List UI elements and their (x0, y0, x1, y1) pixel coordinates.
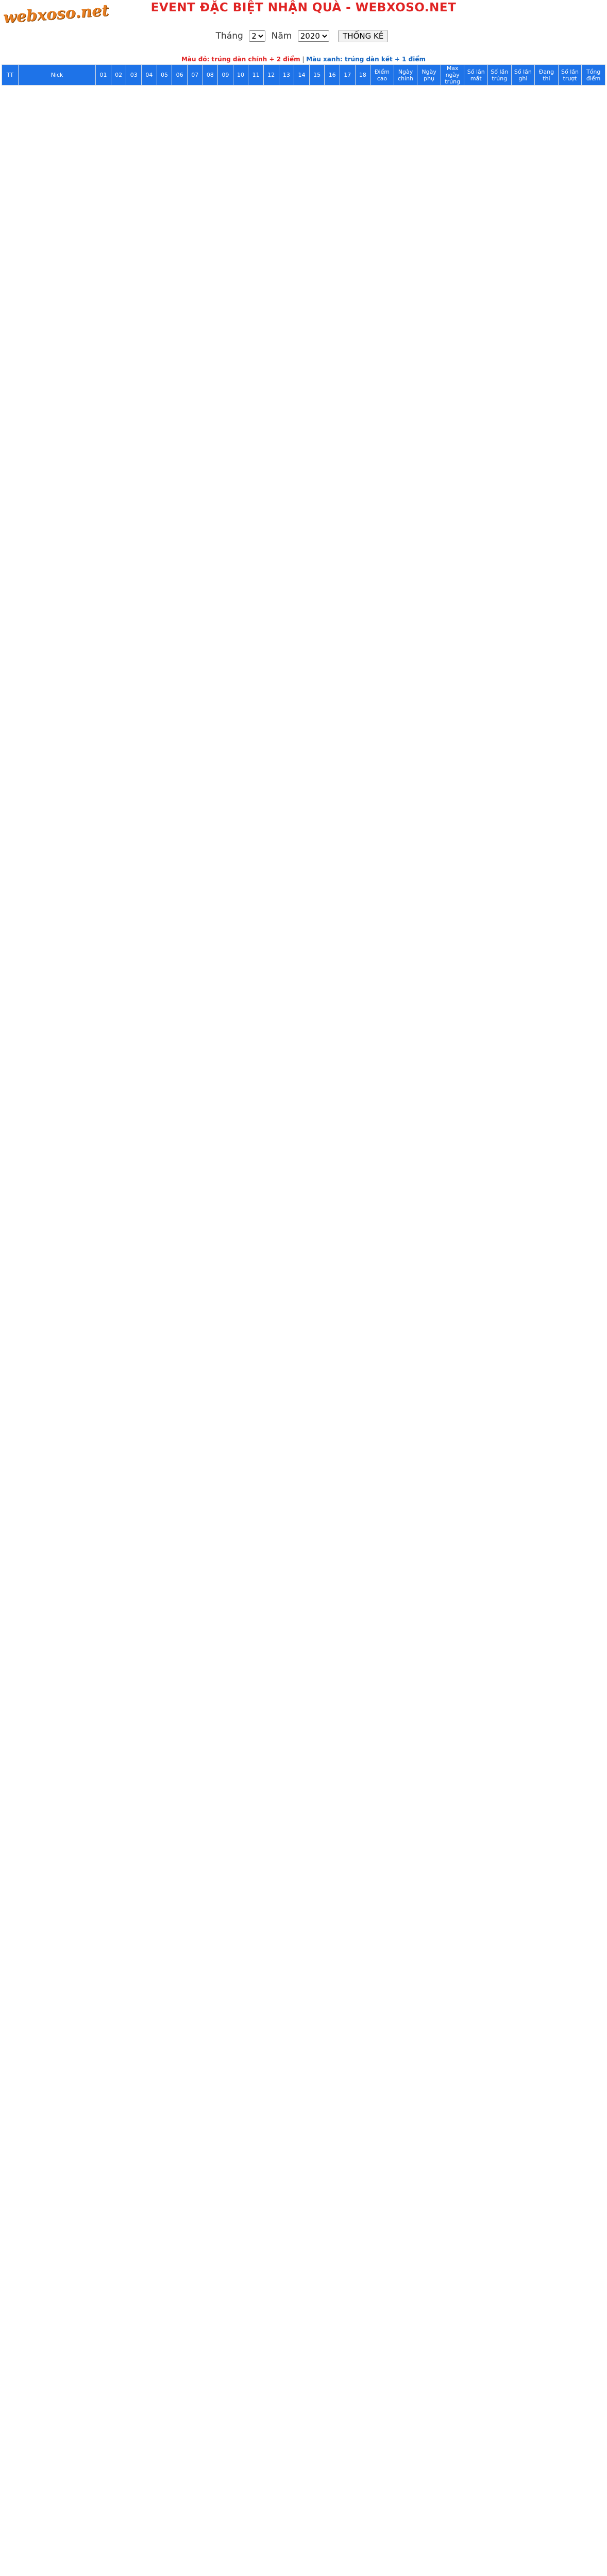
leaderboard-table (2, 64, 605, 86)
table-header-row (2, 65, 605, 86)
column-header: 02 (111, 65, 126, 86)
page-header (0, 0, 607, 64)
column-header: 04 (142, 65, 157, 86)
column-header: Nick (18, 65, 95, 86)
column-header: 06 (172, 65, 188, 86)
site-logo[interactable]: webxoso.net (3, 1, 110, 27)
month-select[interactable] (249, 30, 265, 42)
stats-button[interactable]: THỐNG KÊ (338, 30, 388, 42)
column-header: Đang thi (535, 65, 559, 86)
column-header: 11 (248, 65, 264, 86)
column-header: 15 (309, 65, 325, 86)
filter-bar (0, 30, 607, 42)
column-header: Ngày chính (394, 65, 417, 86)
column-header: TT (2, 65, 19, 86)
column-header: 17 (340, 65, 356, 86)
column-header: 09 (218, 65, 233, 86)
column-header: 12 (263, 65, 279, 86)
column-header: Số lần ghi (511, 65, 535, 86)
column-header: 07 (187, 65, 203, 86)
legend-sub-hit: Màu xanh: trúng dàn kết + 1 điểm (306, 56, 426, 63)
column-header: 13 (279, 65, 294, 86)
year-label: Năm (271, 31, 292, 41)
column-header: Tổng điểm (582, 65, 605, 86)
legend-separator: | (302, 56, 305, 63)
legend-main-hit: Màu đỏ: trúng dàn chính + 2 điểm (181, 56, 300, 63)
column-header: Số lần trượt (558, 65, 582, 86)
column-header: Ngày phụ (417, 65, 441, 86)
column-header: 01 (96, 65, 111, 86)
column-header: 03 (126, 65, 142, 86)
legend-note (0, 56, 607, 63)
column-header: 10 (233, 65, 248, 86)
column-header: Số lần trúng (488, 65, 512, 86)
column-header: 05 (157, 65, 172, 86)
column-header: Số lần mất (464, 65, 488, 86)
column-header: 18 (355, 65, 370, 86)
column-header: Điểm cao (370, 65, 394, 86)
column-header: 16 (325, 65, 340, 86)
column-header: 14 (294, 65, 310, 86)
column-header: Max ngày trúng (441, 65, 464, 86)
page-title: EVENT ĐẶC BIỆT NHẬN QUÀ - WEBXOSO.NET (150, 1, 457, 14)
year-select[interactable] (298, 30, 329, 42)
month-label: Tháng (215, 31, 243, 41)
column-header: 08 (203, 65, 218, 86)
